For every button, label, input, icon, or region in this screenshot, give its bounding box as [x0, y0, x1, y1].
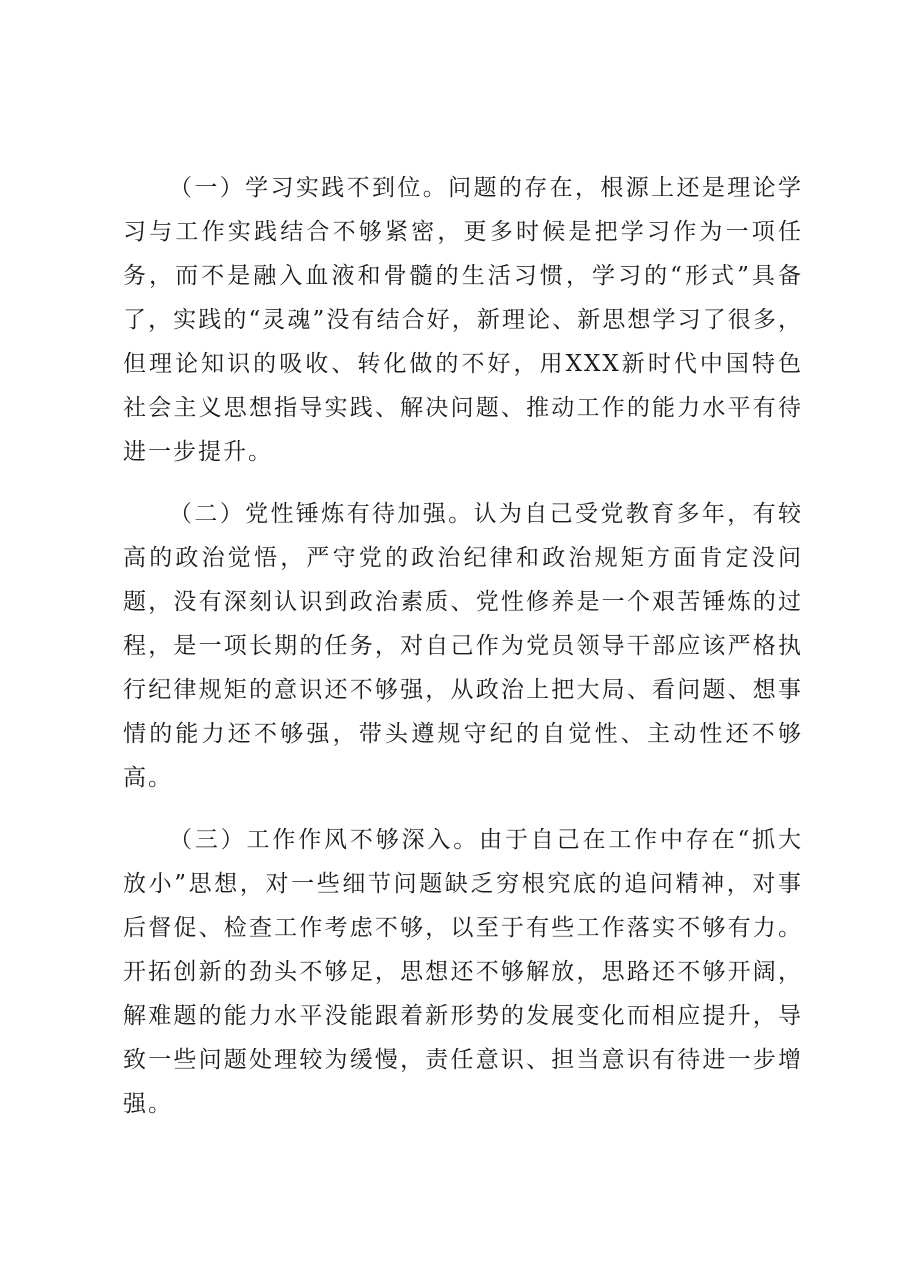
document-body	[123, 166, 803, 1126]
paragraph-1: （一）学习实践不到位。问题的存在，根源上还是理论学习与工作实践结合不够紧密，更多时候是把学习作为一项任务，而不是融入血液和骨髓的生活习惯，学习的“形式”具备了，实践的“灵魂”没有结合好，新理论、新思想学习了很多，但理论知识的吸收、转化做的不好，用XXX新时代中国特色社会主义思想指导实践、解决问题、推动工作的能力水平有待进一步提升。	[123, 175, 803, 465]
paragraph-3: （三）工作作风不够深入。由于自己在工作中存在“抓大放小”思想，对一些细节问题缺乏穷根究底的追问精神，对事后督促、检查工作考虑不够，以至于有些工作落实不够有力。开拓创新的劲头不够足，思想还不够解放，思路还不够开阔，解难题的能力水平没能跟着新形势的发展变化而相应提升，导致一些问题处理较为缓慢，责任意识、担当意识有待进一步增强。	[123, 827, 803, 1117]
paragraph-2: （二）党性锤炼有待加强。认为自己受党教育多年，有较高的政治觉悟，严守党的政治纪律和政治规矩方面肯定没问题，没有深刻认识到政治素质、党性修养是一个艰苦锤炼的过程，是一项长期的任务，对自己作为党员领导干部应该严格执行纪律规矩的意识还不够强，从政治上把大局、看问题、想事情的能力还不够强，带头遵规守纪的自觉性、主动性还不够高。	[123, 501, 803, 791]
